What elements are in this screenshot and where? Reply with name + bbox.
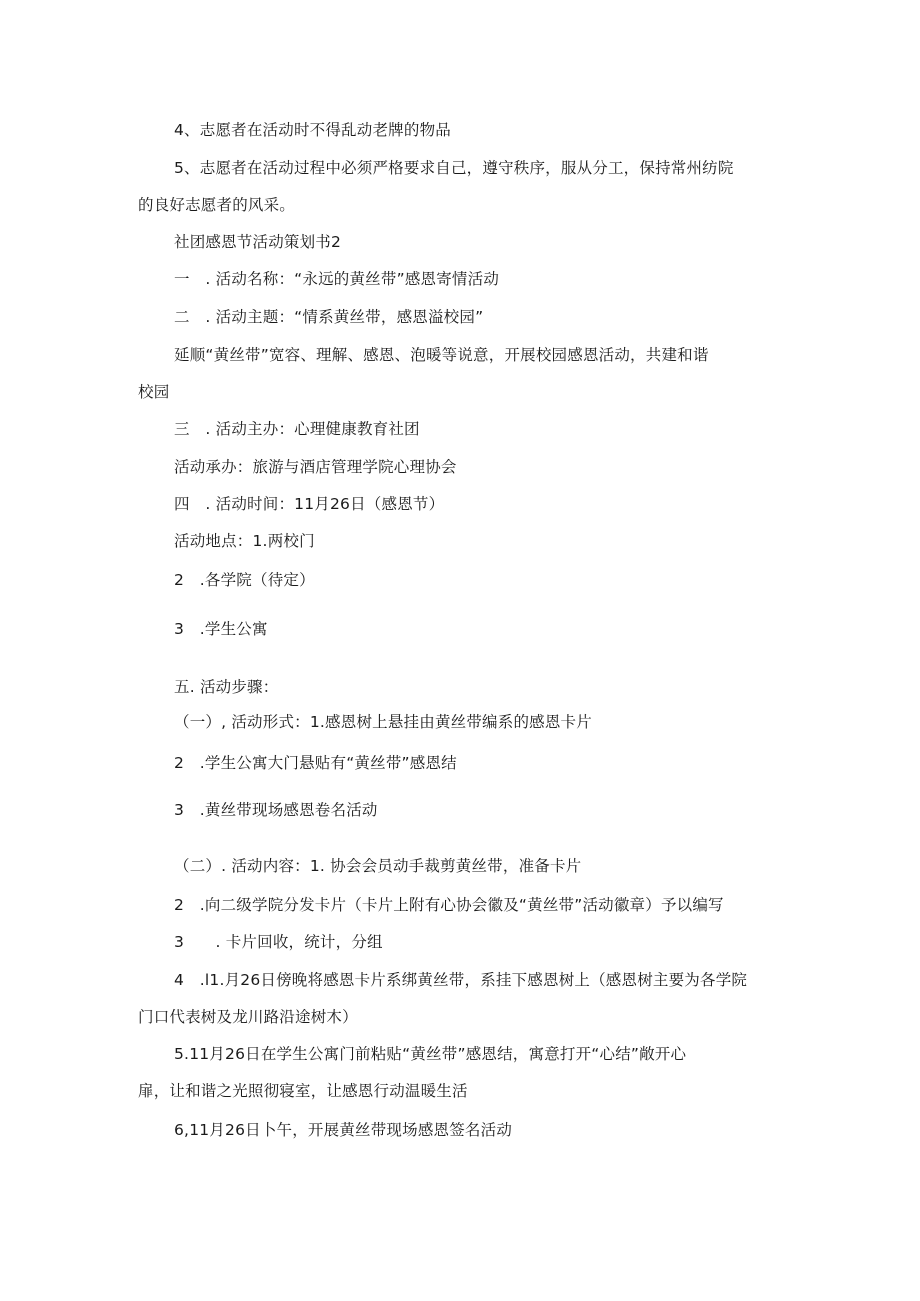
paragraph-line: 2 .学生公寓大门悬贴有“黄丝带”感恩结: [174, 754, 457, 772]
paragraph-line: 6,11月26日卜午，开展黄丝带现场感恩签名活动: [174, 1121, 513, 1139]
section-heading: 社团感恩节活动策划书2: [174, 233, 342, 251]
paragraph-line: 4、志愿者在活动时不得乱动老牌的物品: [174, 121, 451, 139]
paragraph-line: 校园: [138, 383, 170, 401]
paragraph-line: 的良好志愿者的风采。: [138, 196, 296, 214]
paragraph-line: 扉，让和谐之光照彻寝室，让感恩行动温暖生活: [138, 1082, 468, 1100]
paragraph-line: （二）. 活动内容：1. 协会会员动手裁剪黄丝带，准备卡片: [174, 857, 582, 875]
paragraph-line: 3 .黄丝带现场感恩卷名活动: [174, 801, 378, 819]
paragraph-line: 活动地点：1.两校门: [174, 532, 315, 550]
paragraph-line: 3 .学生公寓: [174, 620, 268, 638]
paragraph-line: （一）, 活动形式：1.感恩树上悬挂由黄丝带编系的感恩卡片: [174, 713, 592, 731]
paragraph-line: 3 . 卡片回收，统计，分组: [174, 933, 383, 951]
paragraph-line: 四 . 活动时间：11月26日（感恩节）: [174, 495, 445, 513]
paragraph-line: 2 .向二级学院分发卡片（卡片上附有心协会徽及“黄丝带”活动徽章）予以编写: [174, 896, 724, 914]
paragraph-line: 5.11月26日在学生公寓门前粘贴“黄丝带”感恩结，寓意打开“心结”敞开心: [174, 1045, 687, 1063]
paragraph-line: 延顺“黄丝带”宽容、理解、感恩、泡暖等说意，开展校园感恩活动，共建和谐: [174, 346, 709, 364]
paragraph-line: 三 . 活动主办：心理健康教育社团: [174, 420, 420, 438]
paragraph-line: 4 .l1.月26日傍晚将感恩卡片系绑黄丝带，系挂下感恩树上（感恩树主要为各学院: [174, 971, 748, 989]
paragraph-line: 2 .各学院（待定）: [174, 571, 315, 589]
paragraph-line: 5、志愿者在活动过程中必须严格要求自己，遵守秩序，服从分工，保持常州纺院: [174, 159, 734, 177]
paragraph-line: 活动承办：旅游与酒店管理学院心理协会: [174, 458, 457, 476]
paragraph-line: 门口代表树及龙川路沿途树木）: [138, 1008, 358, 1026]
paragraph-line: 二 . 活动主题：“情系黄丝带，感恩溢校园”: [174, 308, 484, 326]
paragraph-line: 五. 活动步骤：: [174, 678, 279, 696]
paragraph-line: 一 . 活动名称：“永远的黄丝带”感恩寄情活动: [174, 270, 500, 288]
